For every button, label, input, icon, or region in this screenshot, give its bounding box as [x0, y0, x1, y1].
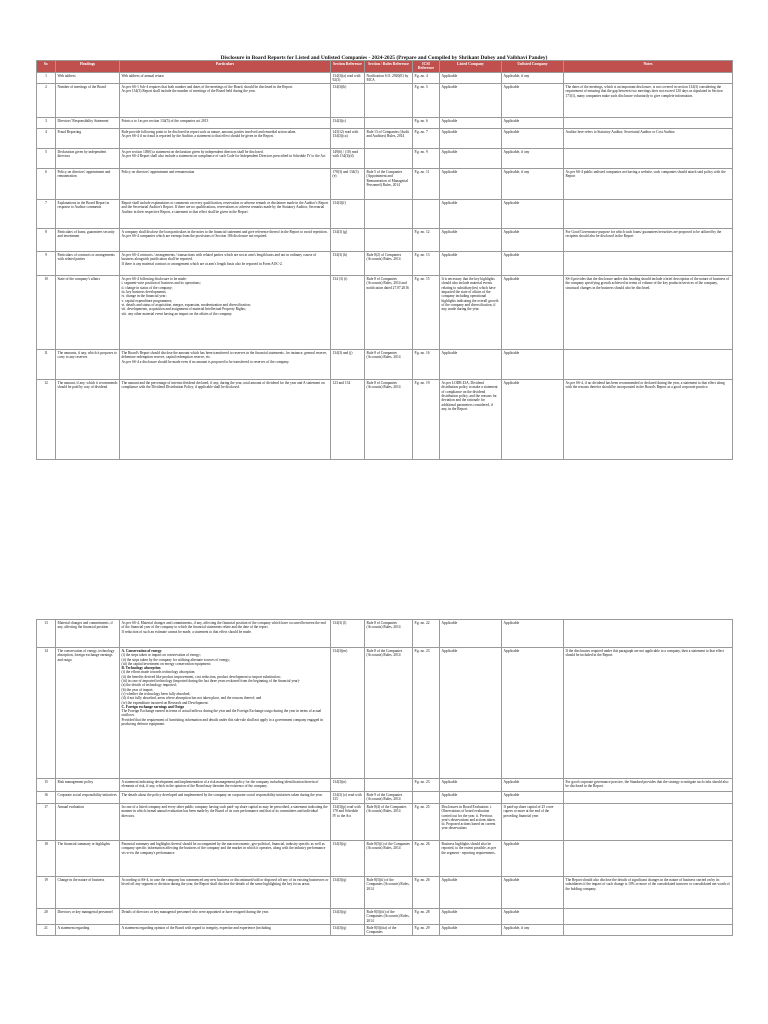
table-row — [37, 229, 733, 252]
row-section-reference: 143(12) read with 134(3)(ca) — [331, 129, 365, 149]
row-notes: As per SS-4 public unlisted companies not having a website, such companies should attach said policy with the Report — [564, 169, 733, 200]
row-particulars — [120, 792, 331, 804]
col-header-notes: Notes — [564, 61, 733, 73]
particulars-line: iii. key business developments; — [121, 290, 167, 295]
particulars-line: As per SS-4 companies which are exempt from the provisions of Section 186 disclosure not required. — [121, 234, 268, 239]
row-rules-reference: Rule 8(2) of Companies (Accounts) Rules, 2014 — [365, 252, 413, 276]
row-heading: A statement regarding — [56, 924, 120, 936]
particulars-line: (ii) the steps taken by the company for utilising alternate sources of energy; — [121, 657, 231, 662]
row-notes — [564, 841, 733, 877]
col-header-listed-company: Listed Company — [440, 61, 502, 73]
row-sr: 13 — [37, 620, 56, 648]
row-icsi-reference: P.g. no. 26 — [413, 877, 440, 909]
row-particulars — [120, 350, 331, 380]
row-particulars — [120, 648, 331, 779]
table-row — [37, 350, 733, 380]
row-rules-reference: Rule 5 of the Companies (Appointment and Remuneration of Managerial Personnel) Rules, 2014 — [365, 169, 413, 200]
row-unlisted-company: Applicable — [502, 350, 564, 380]
row-rules-reference: Rule 8 of Companies (Accounts) Rules, 2014 — [365, 380, 413, 460]
row-listed-company: Applicable — [440, 792, 502, 804]
table-row — [37, 841, 733, 877]
row-listed-company: Applicable — [440, 779, 502, 792]
row-icsi-reference: P.g. no. 29 — [413, 924, 440, 936]
row-unlisted-company: Applicable — [502, 648, 564, 779]
row-unlisted-company: Applicable — [502, 129, 564, 149]
row-heading: Change in the nature of business — [56, 877, 120, 909]
col-header-section-reference: Section Reference — [331, 61, 365, 73]
row-particulars — [120, 169, 331, 200]
row-icsi-reference: P.g. no. 6 — [413, 118, 440, 129]
row-icsi-reference: P.g. no. 13 — [413, 252, 440, 276]
row-notes: The dates of the meetings, which is an important disclosure, is not covered in section 134(3) considering the requirement of ensuring that the gap between two meetings does not exceed 120 days as stipulated in Section 173(1), many companies make such disclosure voluntarily to give complete information. — [564, 84, 733, 118]
row-icsi-reference: P.g. no. 23 — [413, 648, 440, 779]
row-listed-company: Applicable — [440, 924, 502, 936]
row-notes — [564, 620, 733, 648]
table-row — [37, 84, 733, 118]
particulars-line: As per SS-4, Material changes and commitments, if any, affecting the financial position of the company which have occurred between the end of the financial year of the company to which the financial statements relate and the date of the report. — [121, 621, 326, 630]
row-sr: 10 — [37, 276, 56, 350]
row-notes — [564, 804, 733, 841]
particulars-line: If reduction of such an estimate cannot be made, a statement to that effect should be made. — [121, 629, 252, 634]
table-row — [37, 380, 733, 460]
row-particulars — [120, 118, 331, 129]
row-icsi-reference — [413, 792, 440, 804]
particulars-line: (d) if not fully absorbed, areas where absorption has not taken place, and the reasons thereof; and — [121, 696, 262, 701]
particulars-line: A statement indicating development and implementation of a risk management policy for the company including identification therein of elements of risk, if any, which in the opinion of the Board may threaten the existence of the company. — [121, 780, 319, 789]
particulars-line: viii. any other material event having an impact on the affairs of the company. — [121, 311, 233, 316]
particulars-line: As per SS-4 contracts / arrangements / transactions with related parties which are not at arm's length basis and not in ordinary course of business alongwith justification shall be reported. — [121, 253, 317, 262]
table-row — [37, 118, 733, 129]
row-particulars — [120, 841, 331, 877]
row-particulars — [120, 620, 331, 648]
row-listed-company: Applicable — [440, 620, 502, 648]
row-listed-company: Applicable — [440, 200, 502, 229]
row-section-reference: 178(3) and 134(3)(e) — [331, 169, 365, 200]
table-row — [37, 129, 733, 149]
particulars-line: B. Technology absorption — [121, 666, 161, 671]
row-particulars — [120, 129, 331, 149]
row-sr: 16 — [37, 792, 56, 804]
particulars-line: The Foreign Exchange earned in terms of actual inflows during the year and the Foreign Exchange outgo during the year in terms of actual outflows. — [121, 709, 322, 718]
particulars-line: (b) the year of import; — [121, 687, 154, 692]
row-icsi-reference: P.g. no. 9 — [413, 149, 440, 169]
row-icsi-reference: P.g. no. 23 — [413, 779, 440, 792]
row-heading: Directors' Responsibility Statement — [56, 118, 120, 129]
row-sr: 19 — [37, 877, 56, 909]
row-sr: 4 — [37, 129, 56, 149]
row-listed-company: Applicable — [440, 72, 502, 84]
table-row — [37, 252, 733, 276]
row-heading: Number of meetings of the Board — [56, 84, 120, 118]
row-heading: Fraud Reporting — [56, 129, 120, 149]
row-sr: 11 — [37, 350, 56, 380]
row-heading: Directors or key managerial personnel — [56, 909, 120, 925]
row-heading: Corporate social responsibility initiatives — [56, 792, 120, 804]
row-unlisted-company: Applicable — [502, 841, 564, 877]
row-notes — [564, 924, 733, 936]
row-notes — [564, 149, 733, 169]
table-row — [37, 72, 733, 84]
particulars-line: As per section 149(6) a statement on declaration given by independent directors shall be disclosed. — [121, 150, 264, 155]
row-section-reference: 134(3) (o) read with 135 — [331, 792, 365, 804]
particulars-line: (i) the steps taken or impact on conservation of energy; — [121, 653, 201, 658]
table-row — [37, 200, 733, 229]
row-icsi-reference: P.g. no. 25 — [413, 804, 440, 841]
row-particulars — [120, 72, 331, 84]
row-sr: 2 — [37, 84, 56, 118]
row-particulars — [120, 200, 331, 229]
row-icsi-reference: P.g. no. 12 — [413, 229, 440, 252]
row-heading: Web address — [56, 72, 120, 84]
row-unlisted-company: Applicable — [502, 118, 564, 129]
row-particulars — [120, 779, 331, 792]
row-rules-reference: Rule 8(5)(i) of the Companies (Accounts) Rules, 2014 — [365, 841, 413, 877]
row-notes — [564, 72, 733, 84]
table-row — [37, 804, 733, 841]
row-section-reference: 134(3)(m) — [331, 648, 365, 779]
row-heading: Particulars of loans, guarantees security and investment — [56, 229, 120, 252]
row-listed-company: Disclosures in Board Evaluation: i. Observations of board evaluation carried out for the year. ii. Previous year's observations and actions taken. iii. Proposed actions based on current year observations — [440, 804, 502, 841]
particulars-line: A. Conservation of energy — [121, 649, 162, 653]
col-header-particulars: Particulars — [120, 61, 331, 73]
row-particulars — [120, 909, 331, 925]
particulars-line: Web address of annual return — [121, 73, 164, 78]
row-sr: 18 — [37, 841, 56, 877]
row-sr: 20 — [37, 909, 56, 925]
row-rules-reference: Rule 9 of the Companies (Accounts) Rules, 2014 — [365, 792, 413, 804]
row-unlisted-company: Applicable — [502, 84, 564, 118]
particulars-line: i. segment-wise position of business and its operations; — [121, 281, 201, 286]
row-notes — [564, 252, 733, 276]
row-sr: 12 — [37, 380, 56, 460]
table-row — [37, 877, 733, 909]
row-sr: 9 — [37, 252, 56, 276]
row-heading: The amounts, if any, which it proposes to carry to any reserves — [56, 350, 120, 380]
particulars-line: If there is any material contract or arrangement which are at arm's length basis also be reported in Form AOC-2. — [121, 261, 283, 266]
row-notes — [564, 350, 733, 380]
particulars-line: As per SS-4 a disclosure should be made even if no amount is proposed to be transferred to reserves of the company. — [121, 359, 290, 364]
row-rules-reference: Rule 8(5)(ii) of the Companies (Accounts) Rules, 2014 — [365, 877, 413, 909]
row-notes: The Report should also disclose the details of significant changes in the nature of business carried on by its subsidiaries if the impact of such change is 10% or more of the consolidated turnover or consolidated net worth of the holding company. — [564, 877, 733, 909]
row-heading: The amount, if any, which it recommends should be paid by way of dividend — [56, 380, 120, 460]
row-listed-company: Applicable — [440, 149, 502, 169]
particulars-line: (i) the efforts made towards technology absorption; — [121, 670, 196, 675]
particulars-line: Points a to f as per section 134(5) of the companies act 2013 — [121, 119, 209, 124]
row-icsi-reference — [413, 200, 440, 229]
particulars-line: As per SS-4 if no fraud is reported by the Auditor, a statement to that effect should be given in the Report. — [121, 134, 274, 139]
row-unlisted-company: Applicable, if any — [502, 924, 564, 936]
row-section-reference: 123 and 134 — [331, 380, 365, 460]
row-section-reference: 134(3) (h) — [331, 252, 365, 276]
table-row — [37, 924, 733, 936]
particulars-line: Report shall include explanations or comments on every qualification, reservation or adverse remark or disclaimer made in the Auditor's Report and the Secretarial Auditor's Report. If there are no qualifications, reservations or adverse remarks made by the Statutory Auditor, Secretarial Auditor in their respective Report, a statement to that effect shall be given in the Report. — [121, 201, 329, 214]
col-header-icsi-reference: ICSI Reference — [413, 61, 440, 73]
row-section-reference: 134(3) (l) — [331, 620, 365, 648]
particulars-line: vi. details and status of acquisition, merger, expansion, modernization and diversification; — [121, 302, 251, 307]
row-heading: Explanations in the Board Report in response to Auditor comments — [56, 200, 120, 229]
row-icsi-reference: P.g. no. 5 — [413, 84, 440, 118]
row-rules-reference: Rule 13 of Companies (Audit and Auditors) Rules, 2014 — [365, 129, 413, 149]
disclosure-table-page-1 — [36, 60, 733, 460]
particulars-line: As per SS-4 following disclosure to be made: — [121, 277, 187, 282]
particulars-line: vii. developments, acquisition and assignment of material Intellectual Property Rights; — [121, 307, 246, 312]
row-notes: If the disclosures required under this paragraph are not applicable to a company, then a statement to that effect should be included in the Report. — [564, 648, 733, 779]
row-sr: 5 — [37, 149, 56, 169]
row-heading: Declaration given by independent directors — [56, 149, 120, 169]
row-listed-company: Applicable — [440, 252, 502, 276]
row-section-reference: 134(3)(a) read with 92(3) — [331, 72, 365, 84]
particulars-line: Policy on directors' appointment and remuneration — [121, 170, 195, 175]
row-heading: Policy on directors' appointment and remuneration — [56, 169, 120, 200]
table-row — [37, 779, 733, 792]
row-particulars — [120, 276, 331, 350]
row-icsi-reference: P.g. no. 22 — [413, 620, 440, 648]
row-listed-company: Applicable — [440, 129, 502, 149]
row-sr: 15 — [37, 779, 56, 792]
row-section-reference: 149(6) / (10) read with 134(3)(d) — [331, 149, 365, 169]
table-header-row — [37, 61, 733, 73]
row-icsi-reference: P.g. no. 11 — [413, 169, 440, 200]
row-notes — [564, 909, 733, 925]
particulars-line: (iv) the expenditure incurred on Research and Development. — [121, 700, 209, 705]
row-unlisted-company: Applicable — [502, 877, 564, 909]
row-notes — [564, 200, 733, 229]
row-unlisted-company: Applicable, if any — [502, 72, 564, 84]
row-sr: 17 — [37, 804, 56, 841]
row-section-reference: 134(3)(c) — [331, 118, 365, 129]
row-rules-reference: Rule 8 of Companies (Accounts) Rules, 2014 — [365, 620, 413, 648]
particulars-line: The amount and the percentage of interim dividend declared, if any, during the year, total amount of dividend for the year and A statement on compliance with the Dividend Distribution Policy, if applicable shall be disclosed. — [121, 381, 325, 390]
row-rules-reference: Rule 8(5)(iii) of the Companies (Accounts) Rules, 2014 — [365, 909, 413, 925]
row-listed-company: Applicable — [440, 648, 502, 779]
row-listed-company: Business highlights should also be reported, to the extent possible, as per the segment - reporting requirements. — [440, 841, 502, 877]
row-section-reference: 134(3)(f) — [331, 200, 365, 229]
particulars-line: The Board's Report should disclose the amount which has been transferred to reserves in the financial statements, for instance, general reserve, debenture redemption reserve, capital redemption reserve, etc. — [121, 351, 328, 360]
row-icsi-reference: P.g. no. 19 — [413, 380, 440, 460]
document-title: Disclosure in Board Reports for Listed and Unlisted Companies - 2024-2025 (Prepare and Compiled by Shrikant Dubey and Vaibhavi Pandey) — [220, 55, 548, 61]
row-icsi-reference: P.g. no. 16 — [413, 350, 440, 380]
particulars-line: (ii) the benefits derived like product improvement, cost reduction, product development or import substitution; — [121, 674, 281, 679]
row-sr: 21 — [37, 924, 56, 936]
particulars-line: iv. change in the financial year; — [121, 294, 167, 299]
row-heading: The financial summary or highlights — [56, 841, 120, 877]
particulars-line: According to SS-4, in case the company has commenced any new business or discontinued/sold or disposed off any of its existing businesses or hived off any segment or division during the year, the Report shall disclose the details of the same highlighting the key focus areas. — [121, 878, 329, 887]
row-notes: As per SS-4, if no dividend has been recommended or declared during the year, a statement to that effect along with the reasons therefor should be incorporated in the Board's Report as a good corporate practice. — [564, 380, 733, 460]
table-body — [37, 620, 733, 936]
row-heading: Annual evaluation — [56, 804, 120, 841]
particulars-line: Provided that the requirement of furnishing information and details under this sub-rule shall not apply to a government company engaged in producing defence equipment. — [121, 717, 323, 727]
row-particulars — [120, 380, 331, 460]
row-unlisted-company: Applicable, if any — [502, 149, 564, 169]
table-row — [37, 169, 733, 200]
particulars-line: (iii) the capital investment on energy conservation equipment; — [121, 661, 211, 666]
particulars-line: C. Foreign exchange earnings and Outgo — [121, 704, 185, 709]
particulars-line: ii. change in status of the company; — [121, 285, 173, 290]
col-header-rules-reference: Section / Rules Reference — [365, 61, 413, 73]
row-rules-reference: Notification S.O. 2920(E) by MCA — [365, 72, 413, 84]
row-particulars — [120, 84, 331, 118]
col-header-unlisted-company: Unlisted Company — [502, 61, 564, 73]
row-unlisted-company: Applicable — [502, 276, 564, 350]
row-heading: State of the company's affairs — [56, 276, 120, 350]
row-unlisted-company: Applicable — [502, 252, 564, 276]
row-section-reference: 134(3)(q) — [331, 909, 365, 925]
row-icsi-reference: P.g. no. 28 — [413, 909, 440, 925]
row-section-reference: 134(3)(q) — [331, 841, 365, 877]
row-particulars — [120, 924, 331, 936]
row-notes: For good corporate governance practice, the Standard provides that the strategy to mitigate such risks should also be disclosed in the Report. — [564, 779, 733, 792]
particulars-line: v. capital expenditure programmes; — [121, 298, 173, 303]
row-section-reference: 134 (3) (i) — [331, 276, 365, 350]
row-sr: 1 — [37, 72, 56, 84]
row-rules-reference: Rule 8 of Companies (Accounts) Rules, 2014 — [365, 350, 413, 380]
particulars-line: As per SS-4 Report shall also include a statement on compliance of such Code for Independent Directors prescribed in Schedule IV to the Act — [121, 154, 326, 159]
table-row — [37, 276, 733, 350]
particulars-line: As per SS-1 Sch-4 requires that both number and dates of the meetings of the Board, should be disclosed in the Report. — [121, 85, 293, 90]
row-listed-company: It is necessary that the key highlights should also include material events relating to subsidiary(ies) which have impacted the state of affairs of the company including operational highlights indicating the overall growth of the company and diversification, if any, made during the year. — [440, 276, 502, 350]
row-unlisted-company: Applicable — [502, 909, 564, 925]
particulars-line: Financial summary and highlights thereof should be accompanied by the macroeconomic, geo-political, financial, industry specific as well as company specific information affecting the business of the company and the market in which it operates, along with the industry performance vis-a-vis the company's performance. — [121, 842, 326, 855]
table-row — [37, 909, 733, 925]
table-row — [37, 620, 733, 648]
row-notes — [564, 792, 733, 804]
row-section-reference: 134(3)(n) — [331, 779, 365, 792]
particulars-line: Rule provide following point to be disclosed in report such as nature, amount, parties involved and remedial action taken. — [121, 130, 297, 135]
table-body — [37, 72, 733, 460]
row-particulars — [120, 804, 331, 841]
row-icsi-reference: P.g. no. 26 — [413, 841, 440, 877]
row-listed-company: Applicable — [440, 169, 502, 200]
row-rules-reference: Rule 8(5)(iiia) of the Companies — [365, 924, 413, 936]
row-sr: 8 — [37, 229, 56, 252]
row-notes: For Good Governance purpose for which such loans/ guarantees/securities are proposed to be utilized by the recipient should also be disclosed in the Report — [564, 229, 733, 252]
row-rules-reference — [365, 779, 413, 792]
row-particulars — [120, 877, 331, 909]
row-listed-company: As per LODR 43A, Dividend distribution policy to make a statement of compliance on the dividend distribution policy, and the reasons for deviation and the rationale for additional parameters considered, if any, in the Report. — [440, 380, 502, 460]
row-rules-reference — [365, 149, 413, 169]
row-heading: Material changes and commitments, if any, affecting the financial position — [56, 620, 120, 648]
particulars-line: (iii) in case of imported technology (imported during the last three years reckoned from the beginning of the financial year)- — [121, 679, 301, 684]
particulars-line: (a) the details of technology imported; — [121, 683, 177, 688]
row-section-reference: 134(3) and (j) — [331, 350, 365, 380]
row-notes — [564, 118, 733, 129]
row-section-reference: 134(3)(p) read with 178 and Schedule IV to the Act — [331, 804, 365, 841]
row-listed-company: Applicable — [440, 909, 502, 925]
row-sr: 6 — [37, 169, 56, 200]
particulars-line: In case of a listed company and every other public company having such paid- up share capital as may be prescribed, a statement indicating the manner in which formal annual evaluation has been made by the Board of its own performance and that of its committees and individual directors. — [121, 805, 328, 818]
row-rules-reference — [365, 84, 413, 118]
row-particulars — [120, 149, 331, 169]
row-section-reference: 134(3)(q) — [331, 877, 365, 909]
row-unlisted-company: Applicable — [502, 792, 564, 804]
row-listed-company: Applicable — [440, 229, 502, 252]
particulars-line: A company shall disclose the loan particulars in the notes to the financial statement and give reference thereof in the Report to avoid repetition. — [121, 230, 328, 235]
row-section-reference: 134(3) (g) — [331, 229, 365, 252]
col-header-headings: Headings — [56, 61, 120, 73]
particulars-line: Details of directors or key managerial personnel who were appointed or have resigned during the year. — [121, 910, 269, 914]
row-listed-company: Applicable — [440, 350, 502, 380]
row-sr: 3 — [37, 118, 56, 129]
row-heading: The conservation of energy, technology absorption, foreign exchange earnings and outgo — [56, 648, 120, 779]
particulars-line: (c) whether the technology been fully absorbed; — [121, 691, 191, 696]
row-unlisted-company: Applicable — [502, 200, 564, 229]
row-listed-company: Applicable — [440, 118, 502, 129]
row-section-reference: 134(3)(q) — [331, 924, 365, 936]
row-unlisted-company: Applicable — [502, 620, 564, 648]
disclosure-table-page-2 — [36, 619, 733, 936]
row-notes: Auditor here refers to Statutory Auditor, Secretarial Auditor or Cost Auditor. — [564, 129, 733, 149]
row-unlisted-company: Applicable — [502, 380, 564, 460]
row-rules-reference: Rule 8 of the Companies (Accounts) Rules, 2014 — [365, 648, 413, 779]
particulars-line: The details about the policy developed and implemented by the company on corporate social responsibility initiatives taken during the year. — [121, 793, 323, 797]
row-unlisted-company: Applicable — [502, 229, 564, 252]
row-rules-reference: Rule 8 of Companies (Accounts) Rules, 2014 and notification dated 27.07.2016 — [365, 276, 413, 350]
row-listed-company: Applicable — [440, 877, 502, 909]
row-rules-reference — [365, 200, 413, 229]
particulars-line: As per 134(3) Report shall include the number of meetings of the Board held during the year. — [121, 89, 256, 94]
row-icsi-reference: P.g. no. 15 — [413, 276, 440, 350]
table-row — [37, 792, 733, 804]
row-rules-reference — [365, 229, 413, 252]
row-unlisted-company: Applicable, if any — [502, 169, 564, 200]
row-heading: Risk management policy — [56, 779, 120, 792]
row-rules-reference — [365, 118, 413, 129]
table-row — [37, 149, 733, 169]
row-icsi-reference: P.g. no. 4 — [413, 72, 440, 84]
row-heading: Particulars of contracts or arrangements with related parties — [56, 252, 120, 276]
row-icsi-reference: P.g. no. 7 — [413, 129, 440, 149]
particulars-line: A statement regarding opinion of the Board with regard to integrity, expertise and experience (including — [121, 925, 271, 930]
row-particulars — [120, 252, 331, 276]
row-particulars — [120, 229, 331, 252]
row-listed-company: Applicable — [440, 84, 502, 118]
row-unlisted-company: Applicable — [502, 779, 564, 792]
row-sr: 14 — [37, 648, 56, 779]
row-unlisted-company: If paid-up share capital of 25 crore rupees or more at the end of the preceding financial year — [502, 804, 564, 841]
row-notes: SS-4 provides that the disclosure under this heading should include a brief description of the nature of business of the company specifying growth achieved in terms of volume of the key products/services of the company, structural changes in the business should also be disclosed. — [564, 276, 733, 350]
row-sr: 7 — [37, 200, 56, 229]
row-rules-reference: Rule 8(4) of the Companies (Accounts) Rules, 2014 — [365, 804, 413, 841]
col-header-sr: Sr. — [37, 61, 56, 73]
table-row — [37, 648, 733, 779]
row-section-reference: 134(3)(b) — [331, 84, 365, 118]
